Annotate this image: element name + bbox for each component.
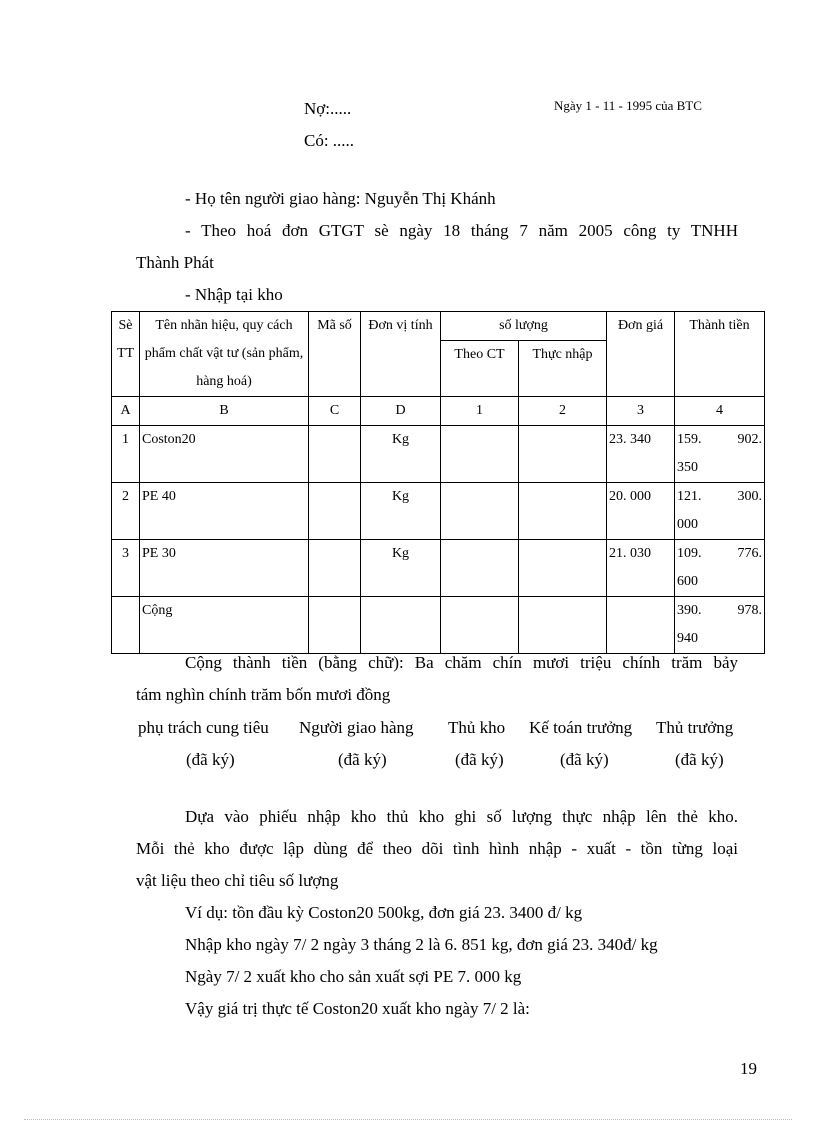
total-unit [361,597,441,654]
row-actual [519,483,607,540]
example-line1: Ví dụ: tồn đầu kỳ Coston20 500kg, đơn giá 23. 3400 đ/ kg [185,903,583,922]
table-header-row [112,312,765,341]
body-para1-line3: vật liệu theo chỉ tiêu số lượng [136,871,339,890]
sig-note-storekeeper: (đã ký) [455,750,504,769]
row-code [309,426,361,483]
row-name: PE 30 [140,540,309,597]
total-price [607,597,675,654]
receipt-table [111,311,765,654]
amount-words-line2: tám nghìn chính trăm bốn mươi đồng [136,685,391,704]
header-per-document: Theo CT [441,341,519,397]
code-cell: 4 [675,397,765,426]
sig-title-storekeeper: Thủ kho [448,718,506,737]
header-amount: Thành tiền [675,312,765,397]
table-code-row [112,397,765,426]
row-per-document [441,426,519,483]
amount-part: 000 [677,517,698,532]
code-cell: 1 [441,397,519,426]
example-line3: Ngày 7/ 2 xuất kho cho sản xuất sợi PE 7. 000 kg [185,967,522,986]
row-amount [675,426,765,483]
amount-part: 902. [737,432,762,447]
total-amount [675,597,765,654]
date-note: Ngày 1 - 11 - 1995 của BTC [554,98,702,113]
invoice-line-cont: Thành Phát [136,253,214,272]
row-amount [675,540,765,597]
header-code: Mã số [309,312,361,397]
sig-title-purchasing: phụ trách cung tiêu [138,718,269,737]
amount-part: 390. [677,603,702,618]
body-para1-line1: Dựa vào phiếu nhập kho thủ kho ghi số lượng thực nhập lên thẻ kho. [185,807,738,826]
row-actual [519,426,607,483]
page-bottom-divider [24,1119,792,1120]
header-stt: Sè TT [112,312,140,397]
row-per-document [441,483,519,540]
table-row [112,426,765,483]
row-unit: Kg [361,483,441,540]
deliverer-line: - Họ tên người giao hàng: Nguyễn Thị Khánh [185,189,496,208]
sig-note-director: (đã ký) [675,750,724,769]
table-total-row [112,597,765,654]
header-unit: Đơn vị tính [361,312,441,397]
row-unit: Kg [361,426,441,483]
sig-note-deliverer: (đã ký) [338,750,387,769]
row-code [309,483,361,540]
row-name: Coston20 [140,426,309,483]
amount-part: 121. [677,489,702,504]
row-actual [519,540,607,597]
debit-label: Nợ:..... [304,99,352,118]
row-price: 20. 000 [607,483,675,540]
amount-part: 978. [737,603,762,618]
code-cell: C [309,397,361,426]
code-cell: 3 [607,397,675,426]
sig-note-chief-accountant: (đã ký) [560,750,609,769]
row-stt: 2 [112,483,140,540]
row-unit: Kg [361,540,441,597]
example-line4: Vậy giá trị thực tế Coston20 xuất kho ngày 7/ 2 là: [185,999,530,1018]
warehouse-line: - Nhập tại kho [185,285,283,304]
amount-words-line1: Cộng thành tiền (bằng chữ): Ba chăm chín mươi triệu chính trăm bảy [185,653,738,672]
amount-part: 109. [677,546,702,561]
sig-title-director: Thủ trưởng [656,718,734,737]
body-para1-line2: Mỗi thẻ kho được lập dùng để theo dõi tình hình nhập - xuất - tồn từng loại [136,839,738,858]
page-number: 19 [740,1059,757,1078]
table-row [112,483,765,540]
sig-note-purchasing: (đã ký) [186,750,235,769]
amount-part: 300. [737,489,762,504]
sig-title-deliverer: Người giao hàng [299,718,414,737]
row-name: PE 40 [140,483,309,540]
code-cell: D [361,397,441,426]
total-stt [112,597,140,654]
sig-title-chief-accountant: Kế toán trưởng [529,718,633,737]
total-per-document [441,597,519,654]
header-name: Tên nhãn hiệu, quy cách phẩm chất vật tư (sản phẩm, hàng hoá) [140,312,309,397]
row-stt: 3 [112,540,140,597]
code-cell: A [112,397,140,426]
row-amount [675,483,765,540]
amount-part: 940 [677,631,698,646]
code-cell: B [140,397,309,426]
amount-part: 159. [677,432,702,447]
amount-part: 350 [677,460,698,475]
row-code [309,540,361,597]
amount-part: 776. [737,546,762,561]
row-price: 23. 340 [607,426,675,483]
total-actual [519,597,607,654]
amount-part: 600 [677,574,698,589]
example-line2: Nhập kho ngày 7/ 2 ngày 3 tháng 2 là 6. 851 kg, đơn giá 23. 340đ/ kg [185,935,658,954]
total-label: Cộng [140,597,309,654]
credit-label: Có: ..... [304,131,355,150]
total-code [309,597,361,654]
invoice-line: - Theo hoá đơn GTGT sè ngày 18 tháng 7 năm 2005 công ty TNHH [185,221,738,240]
header-quantity: số lượng [441,312,607,341]
row-per-document [441,540,519,597]
row-stt: 1 [112,426,140,483]
code-cell: 2 [519,397,607,426]
row-price: 21. 030 [607,540,675,597]
header-actual: Thực nhập [519,341,607,397]
header-price: Đơn giá [607,312,675,397]
table-row [112,540,765,597]
